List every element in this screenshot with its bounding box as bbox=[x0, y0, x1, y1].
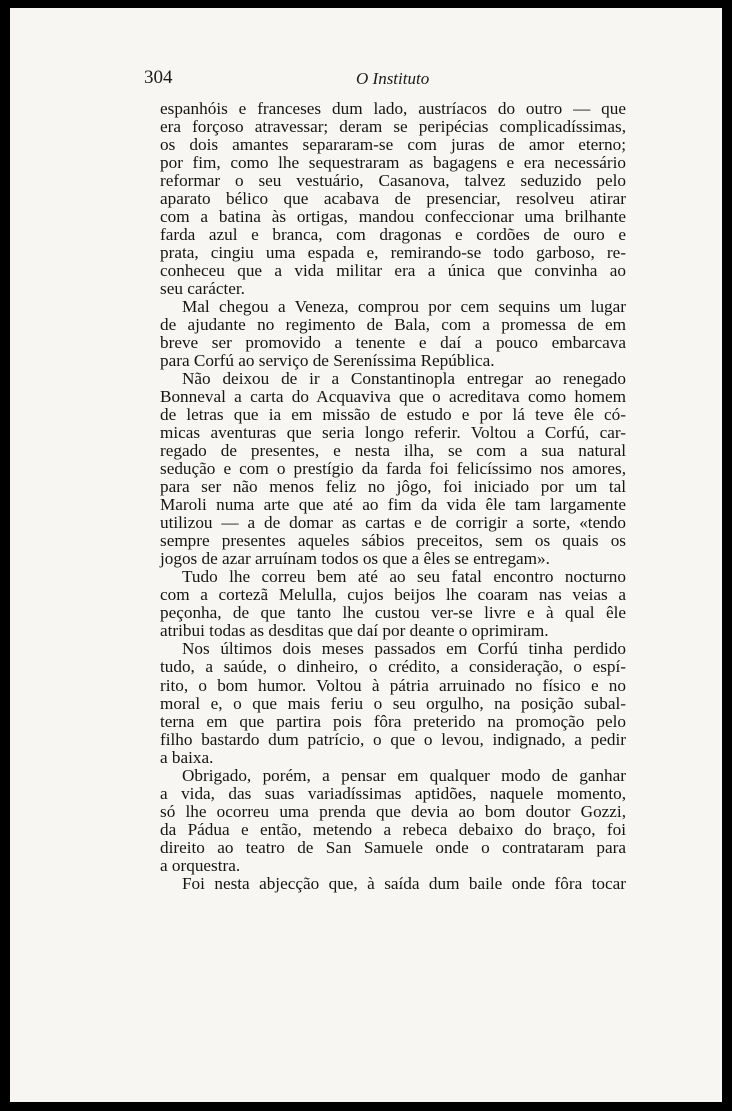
text-line: Tudo lhe correu bem até ao seu fatal encontro nocturno bbox=[182, 567, 626, 587]
text-line: Obrigado, porém, a pensar em qualquer modo de ganhar bbox=[182, 765, 626, 785]
text-line: Bonneval a carta do Acquaviva que o acreditava como homem bbox=[160, 387, 626, 407]
text-line: tudo, a saúde, o dinheiro, o crédito, a consideração, o espí- bbox=[160, 657, 626, 677]
text-line: sedução e com o prestígio da farda foi felicíssimo nos amores, bbox=[160, 459, 626, 479]
text-line: com a cortezã Melulla, cujos beijos lhe coaram nas veias a bbox=[160, 585, 626, 605]
text-line: a vida, das suas variadíssimas aptidões, naquele momento, bbox=[160, 783, 626, 803]
text-line: Maroli numa arte que até ao fim da vida êle tam largamente bbox=[160, 495, 626, 515]
text-line: para Corfú ao serviço de Sereníssima República. bbox=[160, 351, 495, 371]
page-header bbox=[10, 63, 722, 93]
text-line: breve ser promovido a tenente e daí a pouco embarcava bbox=[160, 333, 626, 353]
text-line: rito, o bom humor. Voltou à pátria arruinado no físico e no bbox=[160, 675, 626, 695]
text-line: era forçoso atravessar; deram se peripécias complicadíssimas, bbox=[160, 117, 626, 137]
text-line: farda azul e branca, com dragonas e cordões de ouro e bbox=[160, 225, 626, 245]
text-line: filho bastardo dum patrício, o que o levou, indignado, a pedir bbox=[160, 729, 626, 749]
text-line: conheceu que a vida militar era a única que convinha ao bbox=[160, 261, 626, 281]
text-line: só lhe ocorreu uma prenda que devia ao bom doutor Gozzi, bbox=[160, 801, 626, 821]
text-line: utilizou — a de domar as cartas e de corrigir a sorte, «tendo bbox=[160, 513, 626, 533]
text-line: de letras que ia em missão de estudo e por lá teve êle có- bbox=[160, 405, 626, 425]
text-line: regado de presentes, e nesta ilha, se com a sua natural bbox=[160, 441, 626, 461]
text-line: aparato bélico que acabava de presenciar, resolveu atirar bbox=[160, 189, 626, 209]
text-line: reformar o seu vestuário, Casanova, talvez seduzido pelo bbox=[160, 171, 626, 191]
text-line: da Pádua e então, metendo a rebeca debaixo do braço, foi bbox=[160, 819, 626, 839]
text-line: os dois amantes separaram-se com juras de amor eterno; bbox=[160, 135, 626, 155]
text-line: espanhóis e franceses dum lado, austríacos do outro — que bbox=[160, 99, 626, 118]
text-line: moral e, o que mais feriu o seu orgulho, na posição subal- bbox=[160, 693, 626, 713]
text-line: por fim, como lhe sequestraram as bagagens e era necessário bbox=[160, 153, 626, 173]
text-line: prata, cingiu uma espada e, remirando-se todo garboso, re- bbox=[160, 243, 626, 263]
text-line: Mal chegou a Veneza, comprou por cem sequins um lugar bbox=[182, 297, 626, 317]
book-page bbox=[10, 8, 722, 1102]
text-line: Nos últimos dois meses passados em Corfú tinha perdido bbox=[182, 639, 626, 659]
text-line: a baixa. bbox=[160, 747, 214, 767]
text-line: terna em que partira pois fôra preterido na promoção pelo bbox=[160, 711, 626, 731]
page-number: 304 bbox=[144, 67, 173, 88]
text-line: seu carácter. bbox=[160, 279, 245, 299]
text-line: peçonha, de que tanto lhe custou ver-se livre e à qual êle bbox=[160, 603, 626, 623]
text-line: a orquestra. bbox=[160, 855, 241, 875]
text-line: micas aventuras que seria longo referir. Voltou a Corfú, car- bbox=[160, 423, 626, 443]
text-line: jogos de azar arruínam todos os que a êles se entregam». bbox=[160, 549, 550, 569]
text-line: com a batina às ortigas, mandou confeccionar uma brilhante bbox=[160, 207, 626, 227]
text-line: Não deixou de ir a Constantinopla entregar ao renegado bbox=[182, 369, 626, 389]
text-line: para ser não menos feliz no jôgo, foi iniciado por um tal bbox=[160, 477, 626, 497]
text-line: direito ao teatro de San Samuele onde o contrataram para bbox=[160, 837, 626, 857]
body-text bbox=[160, 100, 626, 893]
text-line: atribui todas as desditas que daí por deante o oprimiram. bbox=[160, 621, 549, 641]
text-line: de ajudante no regimento de Bala, com a promessa de em bbox=[160, 315, 626, 335]
running-title: O Instituto bbox=[356, 69, 430, 88]
text-line: sempre presentes aqueles sábios preceitos, sem os quais os bbox=[160, 531, 626, 551]
text-line: Foi nesta abjecção que, à saída dum baile onde fôra tocar bbox=[182, 873, 626, 893]
